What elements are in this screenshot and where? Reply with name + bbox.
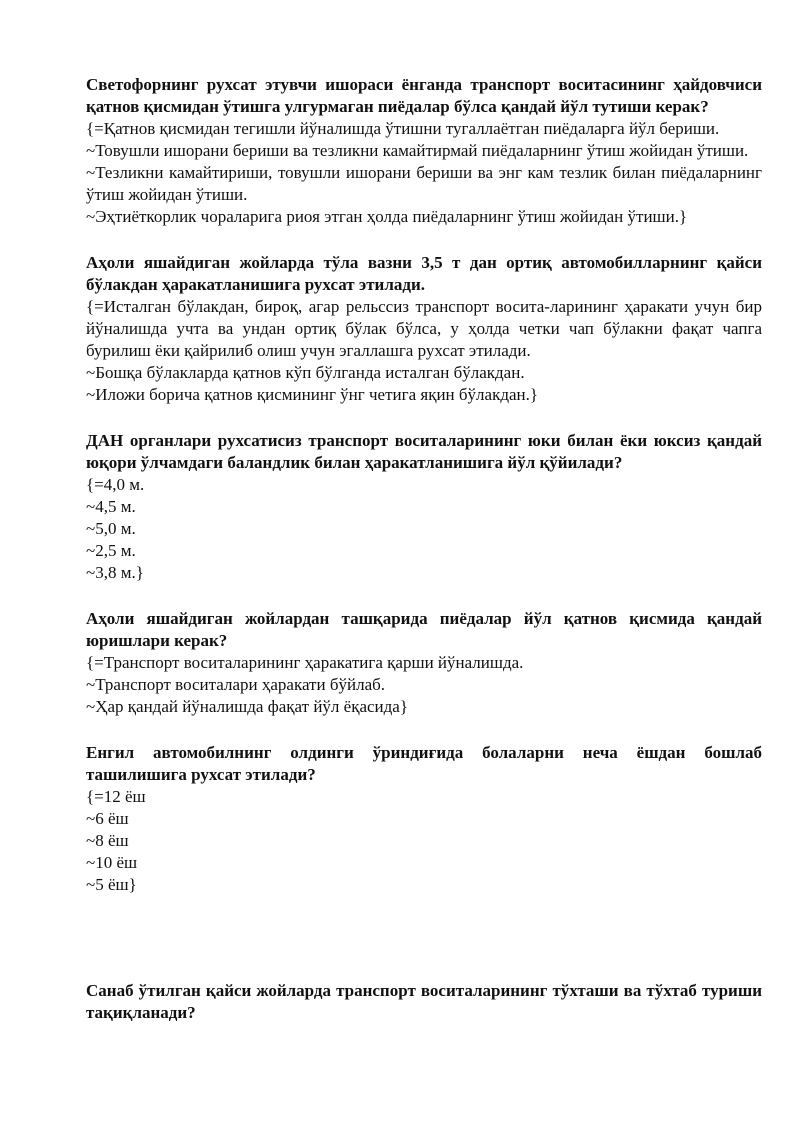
question-text: ДАН органлари рухсатисиз транспорт воситаларининг юки билан ёки юксиз қандай юқори ўлчамдаги баландлик билан ҳаракатланишига йўл қўйилади? bbox=[86, 431, 762, 472]
answer-line: ~Ҳар қандай йўналишда фақат йўл ёқасида} bbox=[86, 697, 409, 716]
answer-line: ~Тезликни камайтириши, товушли ишорани бериши ва энг кам тезлик билан пиёдаларнинг ўтиш жойидан ўтиши. bbox=[86, 163, 762, 204]
question-text: Светофорнинг рухсат этувчи ишораси ёнганда транспорт воситасининг ҳайдовчиси қатнов қисмидан ўтишга улгурмаган пиёдалар бўлса қандай йўл тутиши керак? bbox=[86, 75, 762, 116]
answer-line: {=12 ёш bbox=[86, 787, 146, 806]
question-text: Аҳоли яшайдиган жойлардан ташқарида пиёдалар йўл қатнов қисмида қандай юришлари керак? bbox=[86, 609, 762, 650]
answer-line: ~6 ёш bbox=[86, 809, 129, 828]
document-page bbox=[86, 74, 762, 1048]
answer-line: ~4,5 м. bbox=[86, 497, 136, 516]
answer-line: ~Товушли ишорани бериши ва тезликни камайтирмай пиёдаларнинг ўтиш жойидан ўтиши. bbox=[86, 141, 749, 160]
answer-line: {=Исталган бўлакдан, бироқ, агар рельссиз транспорт восита-ларининг ҳаракати учун бир йўналишда учта ва ундан ортиқ бўлак бўлса, у ҳолда четки чап бўлакни фақат чапга бурилиш ёки қайрилиб олиш учун эгаллашга рухсат этилади. bbox=[86, 297, 762, 360]
answer-line: ~3,8 м.} bbox=[86, 563, 144, 582]
blank-space bbox=[86, 920, 762, 980]
answer-line: {=Транспорт воситаларининг ҳаракатига қарши йўналишда. bbox=[86, 653, 524, 672]
question-block-6 bbox=[86, 980, 762, 1024]
answer-line: {=Қатнов қисмидан тегишли йўналишда ўтишни тугаллаётган пиёдаларга йўл бериши. bbox=[86, 119, 720, 138]
question-block-5 bbox=[86, 742, 762, 896]
question-text: Аҳоли яшайдиган жойларда тўла вазни 3,5 т дан ортиқ автомобилларнинг қайси бўлакдан ҳаракатланишига рухсат этилади. bbox=[86, 253, 762, 294]
question-block-4 bbox=[86, 608, 762, 718]
answer-line: ~Транспорт воситалари ҳаракати бўйлаб. bbox=[86, 675, 386, 694]
answer-line: ~8 ёш bbox=[86, 831, 129, 850]
question-text: Енгил автомобилнинг олдинги ўриндиғида болаларни неча ёшдан бошлаб ташилишига рухсат этилади? bbox=[86, 743, 762, 784]
answer-line: ~10 ёш bbox=[86, 853, 138, 872]
question-block-3 bbox=[86, 430, 762, 584]
answer-line: ~5,0 м. bbox=[86, 519, 136, 538]
answer-line: ~5 ёш} bbox=[86, 875, 137, 894]
answer-line: ~Эҳтиёткорлик чораларига риоя этган ҳолда пиёдаларнинг ўтиш жойидан ўтиши.} bbox=[86, 207, 688, 226]
question-block-2 bbox=[86, 252, 762, 406]
question-block-1 bbox=[86, 74, 762, 228]
answer-line: ~Иложи борича қатнов қисмининг ўнг четига яқин бўлакдан.} bbox=[86, 385, 539, 404]
answer-line: ~Бошқа бўлакларда қатнов кўп бўлганда исталган бўлакдан. bbox=[86, 363, 525, 382]
answer-line: ~2,5 м. bbox=[86, 541, 136, 560]
question-text: Санаб ўтилган қайси жойларда транспорт воситаларининг тўхташи ва тўхтаб туриши тақиқланади? bbox=[86, 981, 762, 1022]
answer-line: {=4,0 м. bbox=[86, 475, 145, 494]
